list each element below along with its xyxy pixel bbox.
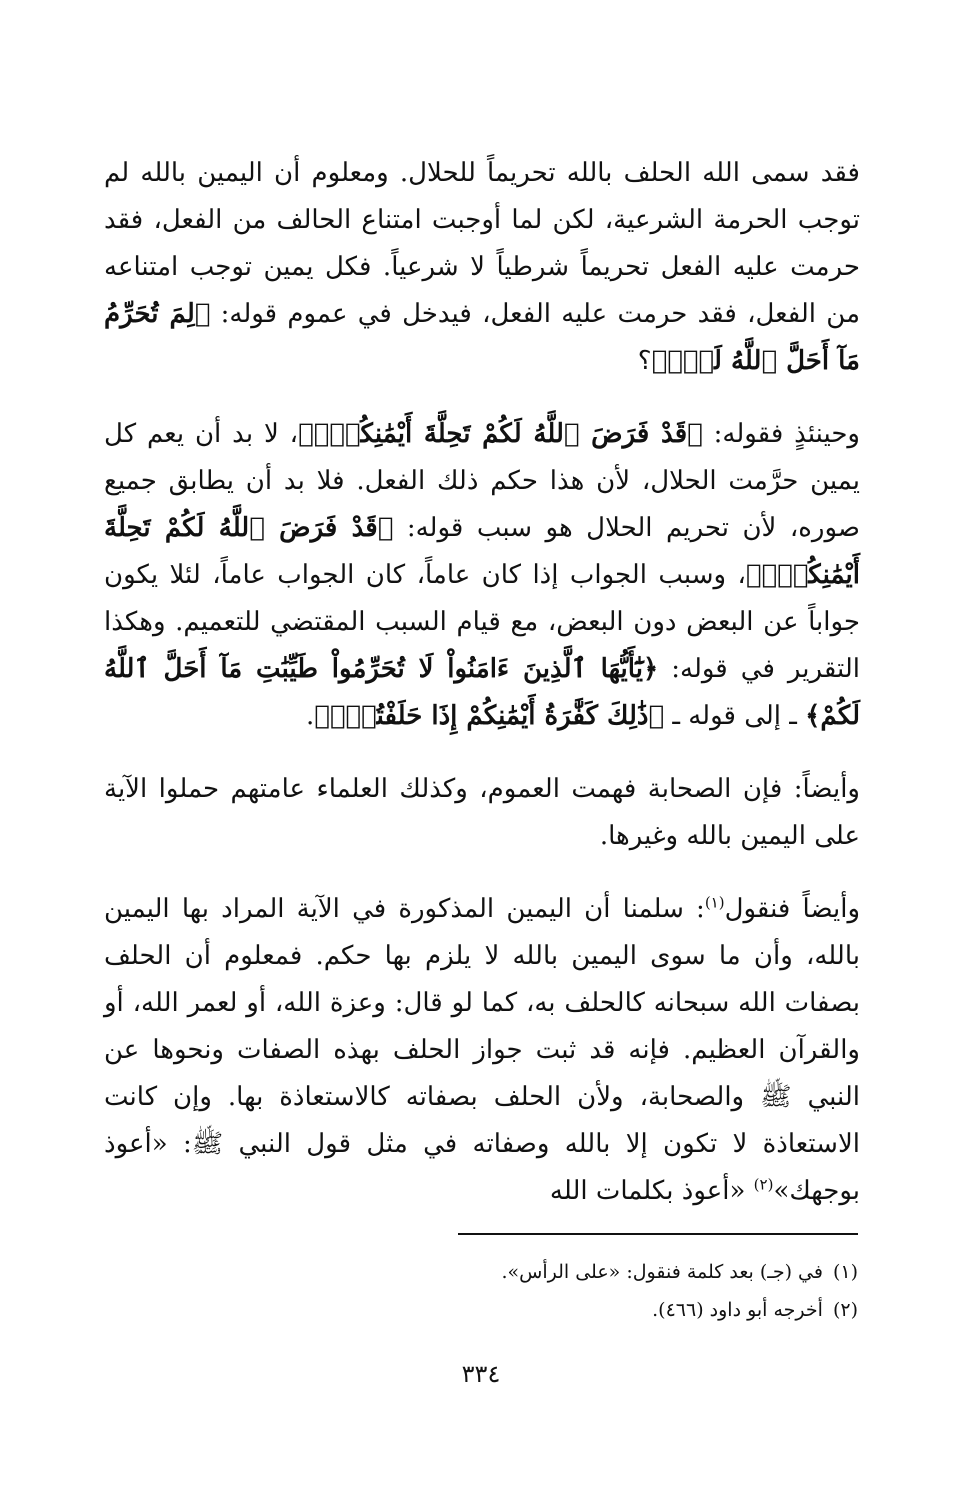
quran-verse: ﴿لِمَ تُحَرِّمُ مَآ أَحَلَّ ٱللَّهُ لَكَۖ﴾ xyxy=(104,299,860,376)
footnote-1 xyxy=(102,1253,858,1291)
paragraph-2-text-5: . xyxy=(305,701,315,731)
paragraph-4-text-3: «أعوذ بكلمات الله xyxy=(549,1176,754,1206)
paragraph-1-text-2: ؟ xyxy=(637,346,652,376)
footnote-text: في (جـ) بعد كلمة فنقول: «على الرأس». xyxy=(501,1261,823,1283)
paragraph-3-text-1: وأيضاً: فإن الصحابة فهمت العموم، وكذلك العلماء عامتهم حملوا الآية على اليمين بالله وغيرها. xyxy=(104,774,860,851)
paragraph-2-text-4: ـ إلى قوله ـ xyxy=(664,701,806,731)
quran-verse: ﴿قَدْ فَرَضَ ٱللَّهُ لَكُمْ تَحِلَّةَ أَيْمَٰنِكُمْۚ﴾ xyxy=(104,513,860,590)
quran-verse: ﴿يَٰٓأَيُّهَا ٱلَّذِينَ ءَامَنُواْ لَا تُحَرِّمُواْ طَيِّبَٰتِ مَآ أَحَلَّ ٱللَّهُ لَكُمْ﴾ xyxy=(104,654,860,731)
paragraph-3 xyxy=(104,766,860,860)
paragraph-4-text-2: : سلمنا أن اليمين المذكورة في الآية المراد بها اليمين بالله، وأن ما سوى اليمين بالله لا يلزم بها حكم. فمعلوم أن الحلف بصفات الله سبحانه كالحلف به، كما لو قال: وعزة الله، أو لعمر الله، أو والقرآن العظيم. فإنه قد ثبت جواز الحلف بهذه الصفات ونحوها عن النبي ﷺ والصحابة، ولأن الحلف بصفاته كالاستعاذة بها. وإن كانت الاستعاذة لا تكون إلا بالله وصفاته في مثل قول النبي ﷺ: «أعوذ بوجهك» xyxy=(104,894,860,1206)
paragraph-4-text-1: وأيضاً فنقول xyxy=(724,894,861,924)
paragraph-4 xyxy=(104,886,860,1215)
paragraph-2 xyxy=(104,411,860,740)
paragraph-1-text-1: فقد سمى الله الحلف بالله تحريماً للحلال. ومعلوم أن اليمين بالله لم توجب الحرمة الشرعية، لكن لما أوجبت امتناع الحالف من الفعل، فقد حرمت عليه الفعل تحريماً شرطياً لا شرعياً. فكل يمين توجب امتناعه من الفعل، فقد حرمت عليه الفعل، فيدخل في عموم قوله: xyxy=(104,158,861,329)
page-body xyxy=(104,150,860,1241)
footnote-divider xyxy=(458,1233,858,1235)
footnote-ref-1[interactable]: (١) xyxy=(704,893,725,912)
footnote-2 xyxy=(102,1291,858,1329)
page-number: ٣٣٤ xyxy=(461,1360,501,1388)
footnote-number: (٢) xyxy=(832,1299,858,1321)
footnote-text: أخرجه أبو داود (٤٦٦). xyxy=(652,1299,823,1321)
footnote-ref-2[interactable]: (٢) xyxy=(753,1175,774,1194)
paragraph-2-text-3: ، وسبب الجواب إذا كان عاماً، كان الجواب عاماً، لئلا يكون جواباً عن البعض دون البعض، مع قيام السبب المقتضي للتعميم. وهكذا التقرير في قوله: xyxy=(104,560,860,684)
footnote-number: (١) xyxy=(832,1261,858,1283)
paragraph-1 xyxy=(104,150,860,385)
quran-verse: ﴿ذَٰلِكَ كَفَّٰرَةُ أَيْمَٰنِكُمْ إِذَا حَلَفْتُمْۚ﴾ xyxy=(314,701,665,731)
paragraph-2-text-1: وحينئذٍ فقوله: xyxy=(702,419,860,449)
footnotes xyxy=(102,1253,858,1329)
paragraph-2-text-2: ، لا بد أن يعم كل يمين حرَّمت الحلال، لأن هذا حكم ذلك الفعل. فلا بد أن يطابق جميع صوره، لأن تحريم الحلال هو سبب قوله: xyxy=(104,419,860,543)
quran-verse: ﴿قَدْ فَرَضَ ٱللَّهُ لَكُمْ تَحِلَّةَ أَيْمَٰنِكُمْۚ﴾ xyxy=(298,419,703,449)
